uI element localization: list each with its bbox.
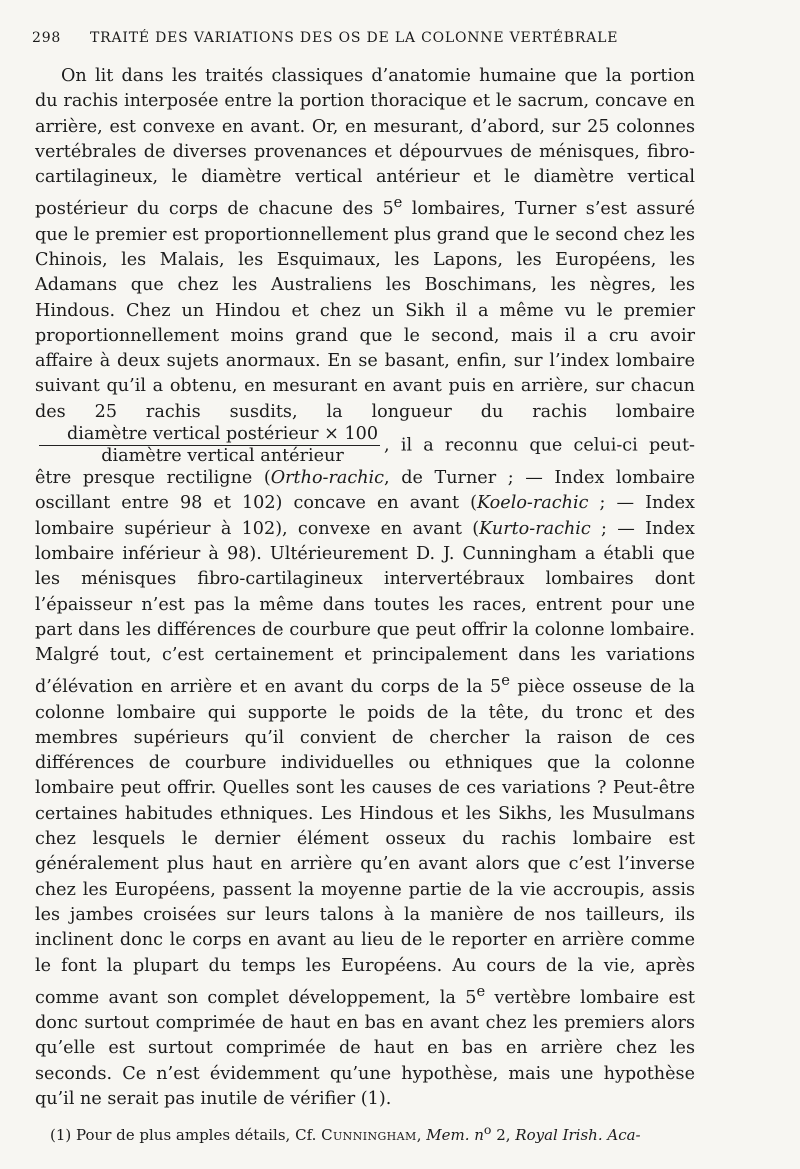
text-segment: ; — Index lombaire inférieur à 98). Ultérieurement D. J. Cunningham a établi que les ménisques fibro-cartilagineux intervertébraux lombaires dont l’épaisseur n’est pas la même dans toutes les races, entrent pour une part dans les différences de courbure que peut offrir la colonne lombaire. Malgré tout, c’est certainement et principalement dans les variations d’élévation en arrière et en avant du corps de la 5 — [35, 518, 695, 698]
footnote-text: 2, — [491, 1126, 516, 1144]
paragraph — [35, 64, 695, 1112]
footnote — [50, 1120, 710, 1145]
footnote-superscript: o — [483, 1122, 492, 1137]
footnote-text: Pour de plus amples détails, Cf. — [71, 1126, 322, 1144]
fraction-numerator: diamètre vertical postérieur × 100 — [39, 425, 380, 446]
superscript: e — [501, 672, 510, 690]
footnote-italic: Mem. n — [426, 1126, 484, 1144]
text-segment: On lit dans les traités classiques d’anatomie humaine que la portion du rachis interposée entre la portion thoracique et le sacrum, concave en arrière, est convexe en avant. Or, en mesurant, d’abord, sur 25 colonnes vertébrales de diverses provenances et dépourvues de ménisques, fibro-cartilagineux, le diamètre vertical antérieur et le diamètre vertical postérieur du corps de chacune des 5 — [35, 66, 695, 220]
footnote-journal: Royal Irish. Aca- — [515, 1126, 641, 1144]
running-header — [32, 30, 772, 52]
term-kurto-rachic: Kurto-rachic — [479, 518, 591, 539]
lumbar-index-fraction — [39, 425, 380, 466]
running-title: TRAITÉ DES VARIATIONS DES OS DE LA COLONNE VERTÉBRALE — [90, 30, 619, 46]
fraction-denominator: diamètre vertical antérieur — [101, 446, 344, 467]
text-segment: vertèbre lombaire est donc surtout comprimée de haut en bas en avant chez les premiers alors qu’elle est surtout comprimée de haut en bas en arrière chez les seconds. Ce n’est évidemment qu’une hypothèse, mais une hypothèse qu’il ne serait pas inutile de vérifier (1). — [35, 987, 695, 1109]
text-segment: pièce osseuse de la colonne lombaire qui supporte le poids de la tête, du tronc et des membres supérieurs qu’il convient de chercher la raison de ces différences de courbure individuelles ou ethniques que la colonne lombaire peut offrir. Quelles sont les causes de ces variations ? Peut-être certaines habitudes ethniques. Les Hindous et les Sikhs, les Musulmans chez lesquels le dernier élément osseux du rachis lombaire est généralement plus haut en arrière qu’en avant alors que c’est l’inverse chez les Européens, passent la moyenne partie de la vie accroupis, assis les jambes croisées sur leurs talons à la manière de nos tailleurs, ils inclinent donc le corps en avant au lieu de le reporter en arrière comme le font la plupart du temps les Européens. Au cours de la vie, après comme avant son complet développement, la 5 — [35, 677, 696, 1008]
superscript: e — [476, 982, 486, 1000]
page-number: 298 — [32, 30, 62, 46]
text-segment: ; — Index lombaire supérieur à 102), convexe en avant ( — [35, 493, 695, 539]
superscript: e — [393, 194, 403, 212]
footnote-text: , — [416, 1126, 427, 1144]
text-segment: , il a reconnu que celui-ci peut-être presque rectiligne ( — [35, 435, 695, 489]
text-segment: lombaires, Turner s’est assuré que le premier est proportionnellement plus grand que le second chez les Chinois, les Malais, les Esquimaux, les Lapons, les Européens, les Adamans que chez les Australiens les Boschimans, les nègres, les Hindous. Chez un Hindou et chez un Sikh il a même vu le premier proportionnellement moins grand que le second, mais il a cru avoir affaire à deux sujets anormaux. En se basant, enfin, sur l’index lombaire suivant qu’il a obtenu, en mesurant en avant puis en arrière, sur chacun des 25 rachis susdits, la longueur du rachis lombaire — [35, 199, 696, 422]
term-ortho-rachic: Ortho-rachic — [270, 468, 385, 489]
term-koelo-rachic: Koelo-rachic — [477, 493, 589, 514]
body-text — [35, 64, 695, 1112]
footnote-marker: (1) — [50, 1126, 72, 1144]
text-segment: , de Turner ; — Index lombaire oscillant entre 98 et 102) concave en avant ( — [35, 468, 695, 514]
footnote-author: Cunningham — [321, 1126, 417, 1144]
